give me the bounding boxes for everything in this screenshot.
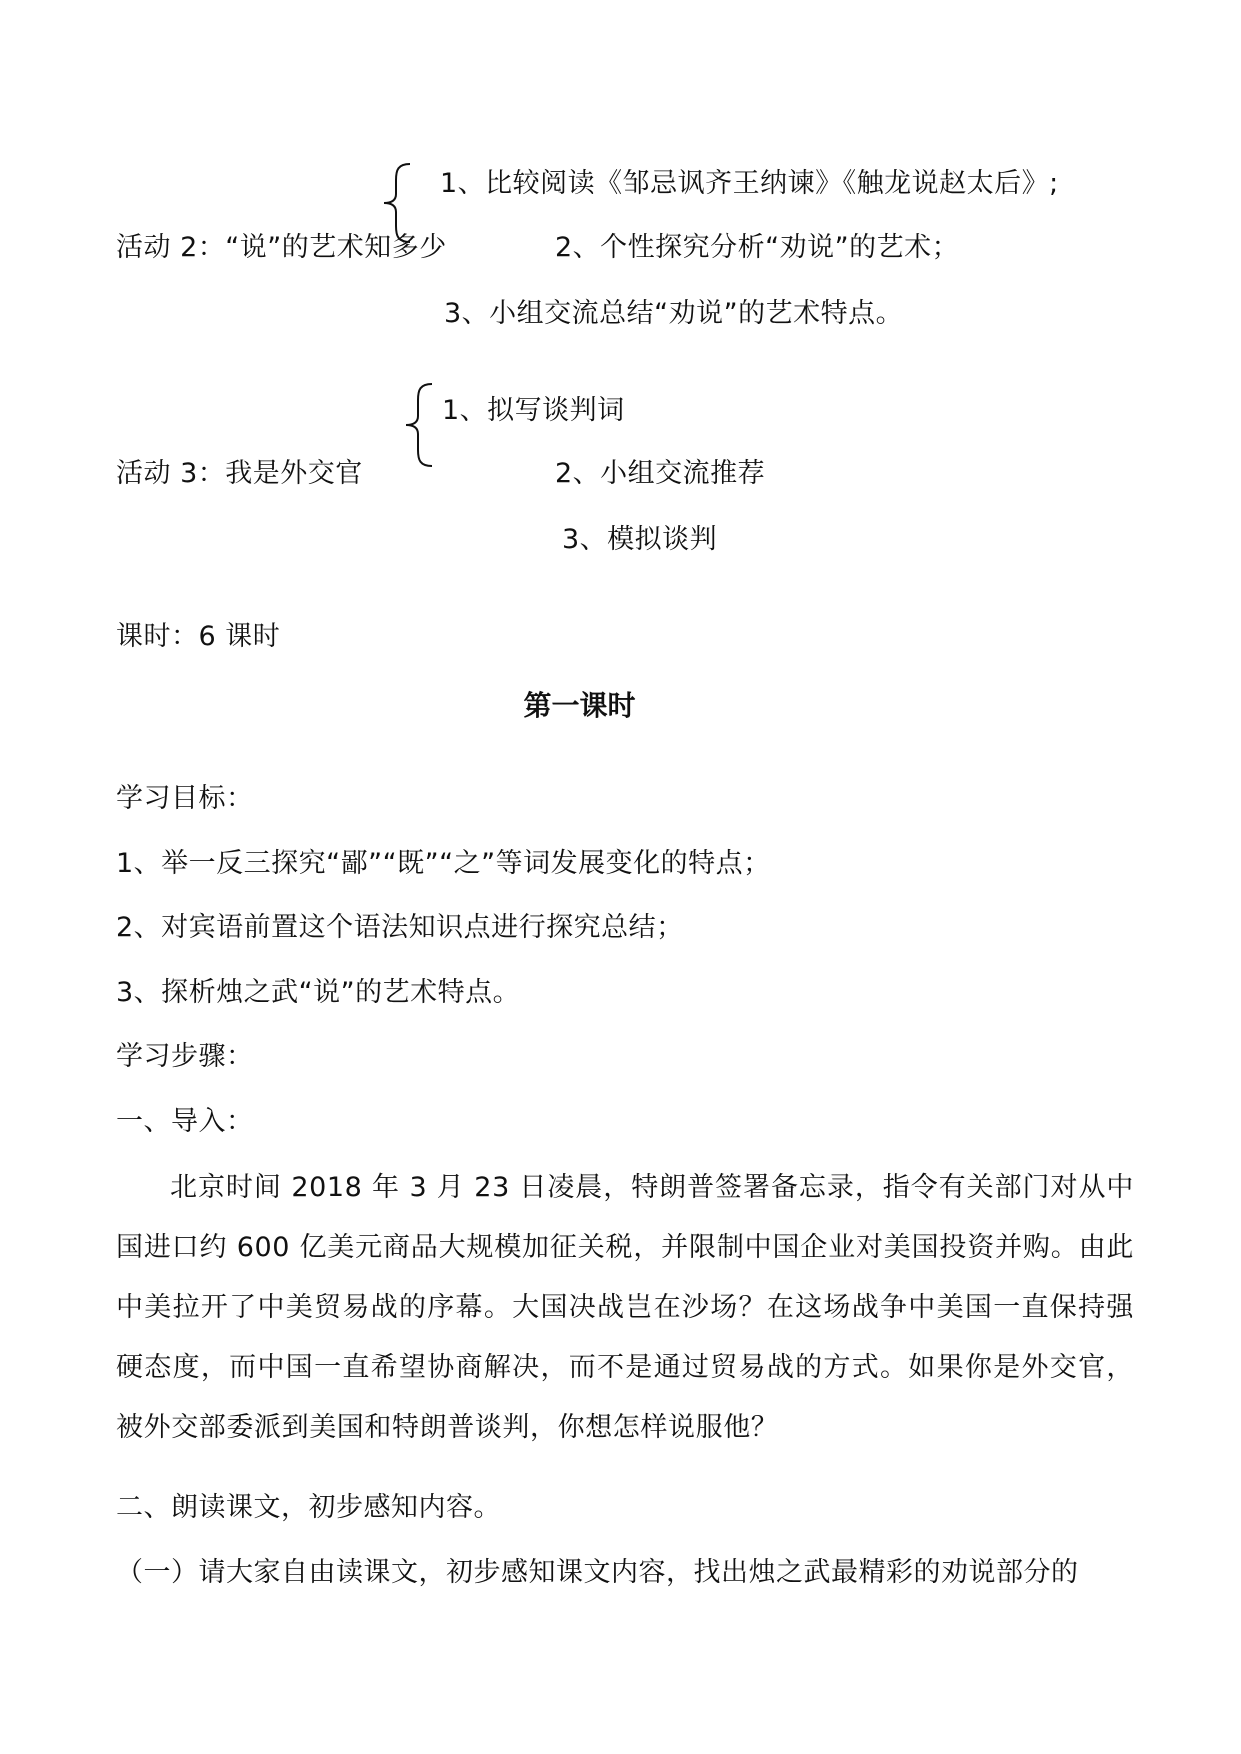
lesson-heading: 第一课时 [523,689,636,722]
activity2-item-1: 1、比较阅读《邹忌讽齐王纳谏》《触龙说赵太后》; [440,168,1059,199]
activity2-item-3: 3、小组交流总结“劝说”的艺术特点。 [444,298,904,329]
intro-paragraph-text: 北京时间 2018 年 3 月 23 日凌晨，特朗普签署备忘录，指令有关部门对从中国进口约 600 亿美元商品大规模加征关税，并限制中国企业对美国投资并购。由此中美拉开了中美贸易战的序幕。大国决战岂在沙场？在这场战争中美国一直保持强硬态度，而中国一直希望协商解决，而不是通过贸易战的方式。如果你是外交官，被外交部委派到美国和特朗普谈判，你想怎样说服他？ [116,1172,1134,1443]
section2-heading: 二、朗读课文，初步感知内容。 [116,1492,501,1523]
intro-paragraph [116,1158,1134,1458]
class-hours: 课时：6 课时 [116,621,281,652]
section1-heading: 一、导入： [116,1106,254,1137]
activity3-item-3: 3、模拟谈判 [562,524,718,555]
activity2-title: 活动 2：“说”的艺术知多少 [116,232,447,263]
activity3-title: 活动 3：我是外交官 [116,458,363,489]
objective-item-2: 2、对宾语前置这个语法知识点进行探究总结； [116,912,684,943]
sub-step-1: （一）请大家自由读课文，初步感知课文内容，找出烛之武最精彩的劝说部分的 [116,1557,1079,1588]
steps-label: 学习步骤： [116,1041,254,1072]
activity3-item-1: 1、拟写谈判词 [442,395,625,426]
activity2-item-2: 2、个性探究分析“劝说”的艺术； [555,232,960,263]
objective-item-1: 1、举一反三探究“鄙”“既”“之”等词发展变化的特点； [116,848,771,879]
objective-item-3: 3、探析烛之武“说”的艺术特点。 [116,977,521,1008]
activity3-item-2: 2、小组交流推荐 [555,458,766,489]
objectives-label: 学习目标： [116,783,254,814]
